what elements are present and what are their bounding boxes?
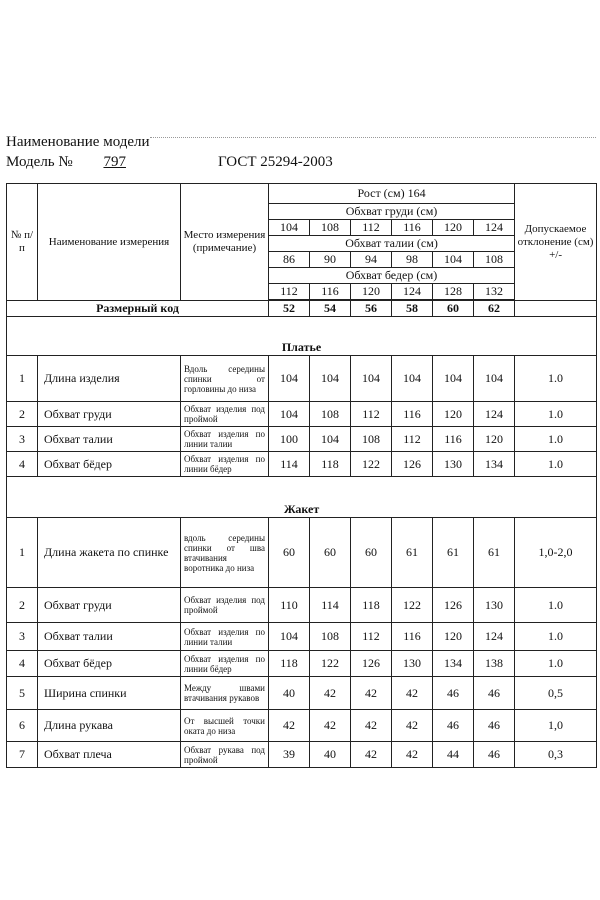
measurement-name: Обхват груди [38,588,181,623]
size-code-label: Размерный код [7,301,269,317]
hips-size-cell: 112 [269,284,310,300]
chest-size-cell: 112 [351,220,392,236]
model-name-label: Наименование модели [6,134,150,150]
tolerance-value: 1.0 [515,402,597,427]
measurement-place: Обхват изделия по линии бёдер [181,651,269,677]
hips-size-cell: 124 [392,284,433,300]
header-hips-label: Обхват бедер (см) [269,268,515,284]
measurement-value: 42 [351,677,392,710]
measurement-value: 42 [310,677,351,710]
measurement-value: 104 [269,623,310,651]
measurement-value: 108 [310,623,351,651]
table-row [7,588,597,623]
measurement-value: 42 [392,677,433,710]
measurement-value: 42 [310,710,351,742]
chest-size-cell: 124 [474,220,515,236]
row-number: 7 [7,742,38,768]
measurement-name: Обхват бёдер [38,651,181,677]
row-number: 2 [7,402,38,427]
measurement-place: Между швами втачивания рукавов [181,677,269,710]
measurement-value: 46 [474,677,515,710]
measurement-value: 110 [269,588,310,623]
chest-size-cell: 108 [310,220,351,236]
measurement-value: 114 [269,452,310,477]
waist-size-cell: 90 [310,252,351,268]
measurement-value: 61 [392,518,433,588]
measurement-name: Длина рукава [38,710,181,742]
measurement-value: 116 [392,402,433,427]
measurement-value: 46 [474,710,515,742]
measurement-value: 104 [351,356,392,402]
row-number: 2 [7,588,38,623]
size-code-cell: 52 [269,301,310,317]
measurement-value: 126 [433,588,474,623]
measurement-value: 104 [392,356,433,402]
table-row [7,623,597,651]
tolerance-value: 1.0 [515,427,597,452]
waist-size-cell: 94 [351,252,392,268]
measurement-name: Обхват талии [38,623,181,651]
measurement-value: 122 [310,651,351,677]
hips-size-cell: 116 [310,284,351,300]
header-col-name: Наименование измерения [38,184,181,301]
model-number-label: Модель № [6,154,73,170]
measurement-value: 130 [474,588,515,623]
measurement-place: От высшей точки оката до низа [181,710,269,742]
measurement-value: 60 [351,518,392,588]
measurement-place: Обхват изделия по линии талии [181,623,269,651]
measurement-name: Обхват груди [38,402,181,427]
header-waist-label: Обхват талии (см) [269,236,515,252]
section-title: Платье [7,317,597,356]
measurement-value: 116 [433,427,474,452]
measurement-place: вдоль середины спинки от шва втачивания воротника до низа [181,518,269,588]
measurement-value: 126 [351,651,392,677]
measurement-value: 118 [351,588,392,623]
row-number: 3 [7,427,38,452]
measurement-value: 120 [433,623,474,651]
measurement-value: 116 [392,623,433,651]
table-row [7,677,597,710]
measurement-value: 134 [474,452,515,477]
tolerance-value: 1,0-2,0 [515,518,597,588]
measurement-value: 42 [392,710,433,742]
table-row [7,742,597,768]
measurement-value: 112 [351,623,392,651]
measurement-value: 126 [392,452,433,477]
measurement-table [6,183,597,768]
measurement-value: 61 [474,518,515,588]
row-number: 1 [7,356,38,402]
model-number-line [6,154,149,171]
measurement-value: 112 [392,427,433,452]
hips-size-cell: 132 [474,284,515,300]
measurement-value: 120 [433,402,474,427]
measurement-value: 112 [351,402,392,427]
tolerance-value: 1.0 [515,588,597,623]
measurement-value: 42 [269,710,310,742]
measurement-value: 40 [310,742,351,768]
size-code-cell: 58 [392,301,433,317]
row-number: 4 [7,452,38,477]
measurement-value: 124 [474,402,515,427]
measurement-value: 46 [433,677,474,710]
measurement-value: 118 [310,452,351,477]
measurement-name: Ширина спинки [38,677,181,710]
waist-size-cell: 104 [433,252,474,268]
measurement-place: Обхват изделия по линии бёдер [181,452,269,477]
model-number: 797 [103,154,126,170]
tolerance-value: 1.0 [515,623,597,651]
measurement-value: 42 [351,710,392,742]
size-code-cell: 56 [351,301,392,317]
measurement-value: 108 [310,402,351,427]
tolerance-value: 1.0 [515,651,597,677]
hips-size-cell: 128 [433,284,474,300]
header-chest-label: Обхват груди (см) [269,204,515,220]
measurement-value: 42 [392,742,433,768]
measurement-name: Длина изделия [38,356,181,402]
table-row [7,427,597,452]
tolerance-value: 1.0 [515,356,597,402]
measurement-name: Длина жакета по спинке [38,518,181,588]
measurement-value: 104 [433,356,474,402]
measurement-value: 42 [351,742,392,768]
measurement-value: 138 [474,651,515,677]
size-code-tolerance-empty [515,301,597,317]
measurement-value: 104 [269,402,310,427]
chest-size-cell: 116 [392,220,433,236]
table-row [7,710,597,742]
tolerance-value: 0,5 [515,677,597,710]
table-row [7,452,597,477]
row-number: 6 [7,710,38,742]
header-col-number: № п/ п [7,184,38,301]
header-dotted-line [150,137,596,138]
hips-size-cell: 120 [351,284,392,300]
table-row [7,356,597,402]
measurement-value: 130 [433,452,474,477]
measurement-value: 130 [392,651,433,677]
table-row [7,402,597,427]
measurement-value: 60 [310,518,351,588]
waist-size-cell: 86 [269,252,310,268]
measurement-place: Обхват изделия под проймой [181,588,269,623]
tolerance-value: 0,3 [515,742,597,768]
measurement-value: 114 [310,588,351,623]
measurement-name: Обхват бёдер [38,452,181,477]
measurement-value: 120 [474,427,515,452]
measurement-value: 46 [474,742,515,768]
measurement-place: Вдоль середины спинки от горловины до низа [181,356,269,402]
table-row [7,518,597,588]
size-code-cell: 62 [474,301,515,317]
table-row [7,651,597,677]
measurement-value: 134 [433,651,474,677]
measurement-place: Обхват изделия под проймой [181,402,269,427]
measurement-place: Обхват рукава под проймой [181,742,269,768]
measurement-name: Обхват талии [38,427,181,452]
measurement-value: 40 [269,677,310,710]
measurement-value: 108 [351,427,392,452]
row-number: 5 [7,677,38,710]
chest-size-cell: 104 [269,220,310,236]
size-code-cell: 60 [433,301,474,317]
measurement-value: 104 [474,356,515,402]
chest-size-cell: 120 [433,220,474,236]
measurement-value: 118 [269,651,310,677]
row-number: 1 [7,518,38,588]
measurement-place: Обхват изделия по линии талии [181,427,269,452]
measurement-value: 104 [310,356,351,402]
measurement-value: 104 [310,427,351,452]
waist-size-cell: 98 [392,252,433,268]
tolerance-value: 1.0 [515,452,597,477]
measurement-value: 44 [433,742,474,768]
tolerance-value: 1,0 [515,710,597,742]
measurement-value: 60 [269,518,310,588]
header-col-place: Место измерения (примечание) [181,184,269,301]
measurement-value: 124 [474,623,515,651]
header-tolerance: Допускаемое отклонение (см) +/- [515,184,597,301]
row-number: 4 [7,651,38,677]
measurement-value: 61 [433,518,474,588]
gost-standard: ГОСТ 25294-2003 [218,154,333,170]
row-number: 3 [7,623,38,651]
section-title: Жакет [7,477,597,518]
measurement-value: 46 [433,710,474,742]
header-height: Рост (см) 164 [269,184,515,204]
measurement-value: 104 [269,356,310,402]
size-code-cell: 54 [310,301,351,317]
waist-size-cell: 108 [474,252,515,268]
measurement-value: 122 [351,452,392,477]
measurement-value: 122 [392,588,433,623]
measurement-value: 39 [269,742,310,768]
measurement-name: Обхват плеча [38,742,181,768]
measurement-value: 100 [269,427,310,452]
